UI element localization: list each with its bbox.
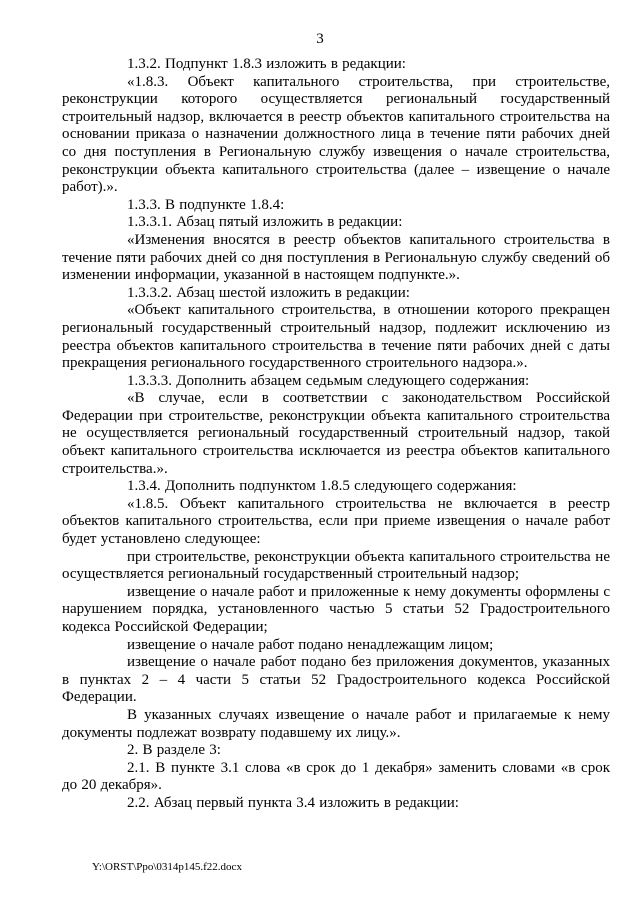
paragraph: «Изменения вносятся в реестр объектов капитального строительства в течение пяти рабочих дней со дня поступления в Региональную службу сведений об изменении информации, указанной в настоящем подпункте.». [62,231,610,284]
paragraph: извещение о начале работ подано ненадлежащим лицом; [127,636,494,653]
paragraph: извещение о начале работ и приложенные к нему документы оформлены с нарушением порядка, установленного частью 5 статьи 52 Градостроительного кодекса Российской Федерации; [62,583,610,635]
paragraph: 2.1. В пункте 3.1 слова «в срок до 1 декабря» заменить словами «в срок до 20 декабря». [62,759,610,794]
paragraph: при строительстве, реконструкции объекта капитального строительства не осуществляется региональный государственный строительный надзор; [62,548,610,583]
document-body [62,56,610,813]
paragraph: «1.8.3. Объект капитального строительства, при строительстве, реконструкции которого осуществляется региональный государственный строительный надзор, включается в реестр объектов капитального строительства на основании приказа о назначении должностного лица в течение пяти рабочих дней со дня поступления в Региональную службу извещения о начале строительства, реконструкции объекта капитального строительства (далее – извещение о начале работ).». [62,73,610,196]
paragraph: 1.3.3. В подпункте 1.8.4: [127,196,285,213]
paragraph: 2. В разделе 3: [127,742,221,759]
paragraph: «Объект капитального строительства, в отношении которого прекращен региональный государственный строительный надзор, подлежит исключению из реестра объектов капитального строительства в течение пяти рабочих дней с даты прекращения регионального государственного строительного надзора.». [62,302,610,372]
paragraph: 1.3.4. Дополнить подпунктом 1.8.5 следующего содержания: [127,478,517,495]
paragraph: «1.8.5. Объект капитального строительства не включается в реестр объектов капитального строительства, если при приеме извещения о начале работ будет установлено следующее: [62,495,610,548]
footer-file-path: Y:\ORST\Ppo\0314p145.f22.docx [92,861,242,873]
paragraph: извещение о начале работ подано без приложения документов, указанных в пунктах 2 – 4 части 5 статьи 52 Градостроительного кодекса Российской Федерации. [62,654,610,706]
paragraph: 1.3.3.3. Дополнить абзацем седьмым следующего содержания: [127,372,530,389]
paragraph: 2.2. Абзац первый пункта 3.4 изложить в редакции: [127,794,459,811]
paragraph: В указанных случаях извещение о начале работ и прилагаемые к нему документы подлежат возврату подавшему их лицу.». [62,706,610,741]
paragraph: 1.3.3.2. Абзац шестой изложить в редакции: [127,284,410,301]
paragraph: «В случае, если в соответствии с законодательством Российской Федерации при строительстве, реконструкции объекта капитального строительства не осуществляется региональный государственный строительный надзор, такой объект капитального строительства исключается из реестра объектов капитального строительства.». [62,390,610,477]
page-number: 3 [316,31,324,47]
paragraph: 1.3.3.1. Абзац пятый изложить в редакции: [127,214,403,231]
paragraph: 1.3.2. Подпункт 1.8.3 изложить в редакции: [127,56,406,72]
